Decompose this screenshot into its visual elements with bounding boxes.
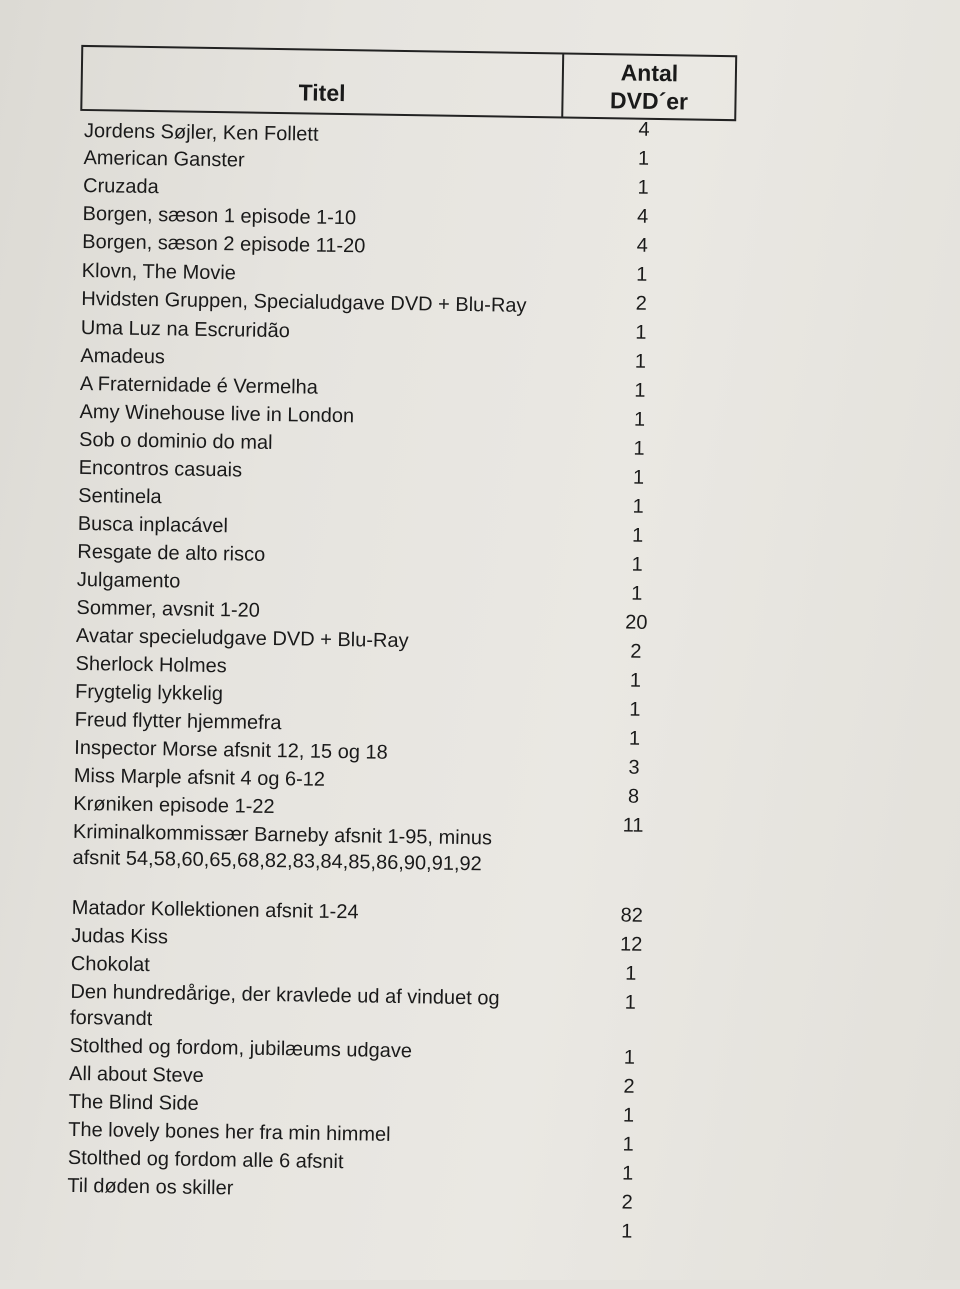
title-line: Kriminalkommissær Barneby afsnit 1-95, minus [72, 820, 493, 850]
title-line: Busca inplacável [77, 512, 229, 538]
dvd-count: 3 [628, 756, 640, 779]
dvd-count: 4 [636, 205, 649, 228]
dvd-count: 1 [637, 176, 649, 199]
title-column [67, 119, 604, 1200]
title-line: Stolthed og fordom, jubilæums udgave [69, 1034, 413, 1063]
dvd-count: 1 [629, 698, 641, 721]
dvd-count: 1 [622, 1104, 635, 1127]
title-line: forsvandt [69, 1006, 153, 1031]
title-line: Julgamento [76, 568, 181, 593]
dvd-count: 1 [633, 408, 646, 431]
dvd-count: 1 [622, 1133, 634, 1156]
dvd-count: 1 [621, 1220, 633, 1243]
dvd-count: 4 [638, 118, 650, 141]
dvd-count: 4 [636, 234, 648, 257]
title-column-header: Titel [82, 47, 564, 117]
title-line: Amy Winehouse live in London [79, 400, 355, 428]
dvd-count: 1 [631, 524, 644, 547]
dvd-count: 2 [635, 292, 648, 315]
title-line: A Fraternidade é Vermelha [79, 372, 319, 399]
title-line: The lovely bones her fra min himmel [68, 1118, 391, 1146]
count-header-line1: Antal [620, 59, 679, 87]
dvd-count: 1 [621, 1162, 634, 1185]
dvd-count: 1 [624, 991, 637, 1014]
title-line: Sommer, avsnit 1-20 [76, 596, 261, 622]
title-line: Klovn, The Movie [81, 259, 237, 285]
dvd-count: 1 [632, 466, 645, 489]
dvd-count: 1 [631, 553, 643, 576]
title-line: Frygtelig lykkelig [74, 680, 224, 706]
title-line: Sob o dominio do mal [78, 428, 273, 454]
title-line: The Blind Side [68, 1090, 199, 1115]
dvd-count: 1 [634, 350, 647, 373]
dvd-count: 1 [628, 727, 641, 750]
dvd-count: 1 [635, 321, 647, 344]
title-line: Sherlock Holmes [75, 652, 227, 678]
dvd-count: 11 [622, 814, 644, 837]
dvd-count: 1 [634, 379, 646, 402]
title-line: Judas Kiss [71, 924, 169, 949]
dvd-count: 12 [619, 933, 643, 956]
title-line: Miss Marple afsnit 4 og 6-12 [73, 764, 326, 791]
dvd-count: 1 [629, 669, 642, 692]
dvd-count: 82 [620, 904, 643, 927]
dvd-count: 20 [625, 611, 648, 634]
dvd-count: 1 [636, 263, 648, 286]
title-line: Amadeus [80, 344, 166, 369]
count-column-header [563, 55, 735, 120]
dvd-count: 1 [625, 962, 637, 985]
title-line: Til døden os skiller [67, 1174, 234, 1200]
count-column [604, 117, 684, 1243]
title-line: American Ganster [83, 146, 245, 172]
title-line: Krøniken episode 1-22 [73, 792, 275, 819]
title-line: Chokolat [70, 952, 150, 977]
title-line: Sentinela [78, 484, 162, 509]
title-line: Uma Luz na Escruridão [80, 316, 290, 343]
title-line: Hvidsten Gruppen, Specialudgave DVD + Blu-Ray [81, 287, 527, 317]
title-line: Jordens Søjler, Ken Follett [83, 119, 319, 146]
title-line: Encontros casuais [78, 456, 243, 482]
title-line: Stolthed og fordom alle 6 afsnit [67, 1146, 344, 1174]
title-line: Avatar specieludgave DVD + Blu-Ray [75, 624, 409, 653]
title-line: Freud flytter hjemmefra [74, 708, 282, 735]
dvd-count: 1 [633, 437, 645, 460]
table-header [80, 45, 737, 121]
title-line: All about Steve [68, 1062, 204, 1087]
dvd-count: 2 [623, 1075, 635, 1098]
dvd-count: 1 [632, 495, 644, 518]
dvd-count: 2 [630, 640, 642, 663]
title-line: Cruzada [82, 174, 159, 199]
title-line: Matador Kollektionen afsnit 1-24 [71, 896, 359, 924]
dvd-count: 2 [621, 1191, 633, 1214]
title-line: Resgate de alto risco [77, 540, 266, 566]
dvd-count: 1 [637, 147, 650, 170]
title-line: Inspector Morse afsnit 12, 15 og 18 [74, 736, 388, 764]
count-header-line2: DVD´er [609, 87, 689, 115]
title-line: afsnit 54,58,60,65,68,82,83,84,85,86,90,91,92 [72, 846, 482, 876]
title-line: Den hundredårige, der kravlede ud af vinduet og [70, 980, 500, 1010]
dvd-count: 8 [627, 785, 640, 808]
dvd-count: 1 [623, 1046, 636, 1069]
title-line: Borgen, sæson 1 episode 1-10 [82, 202, 357, 230]
dvd-count: 1 [631, 582, 643, 605]
title-line: Borgen, sæson 2 episode 11-20 [82, 230, 366, 258]
